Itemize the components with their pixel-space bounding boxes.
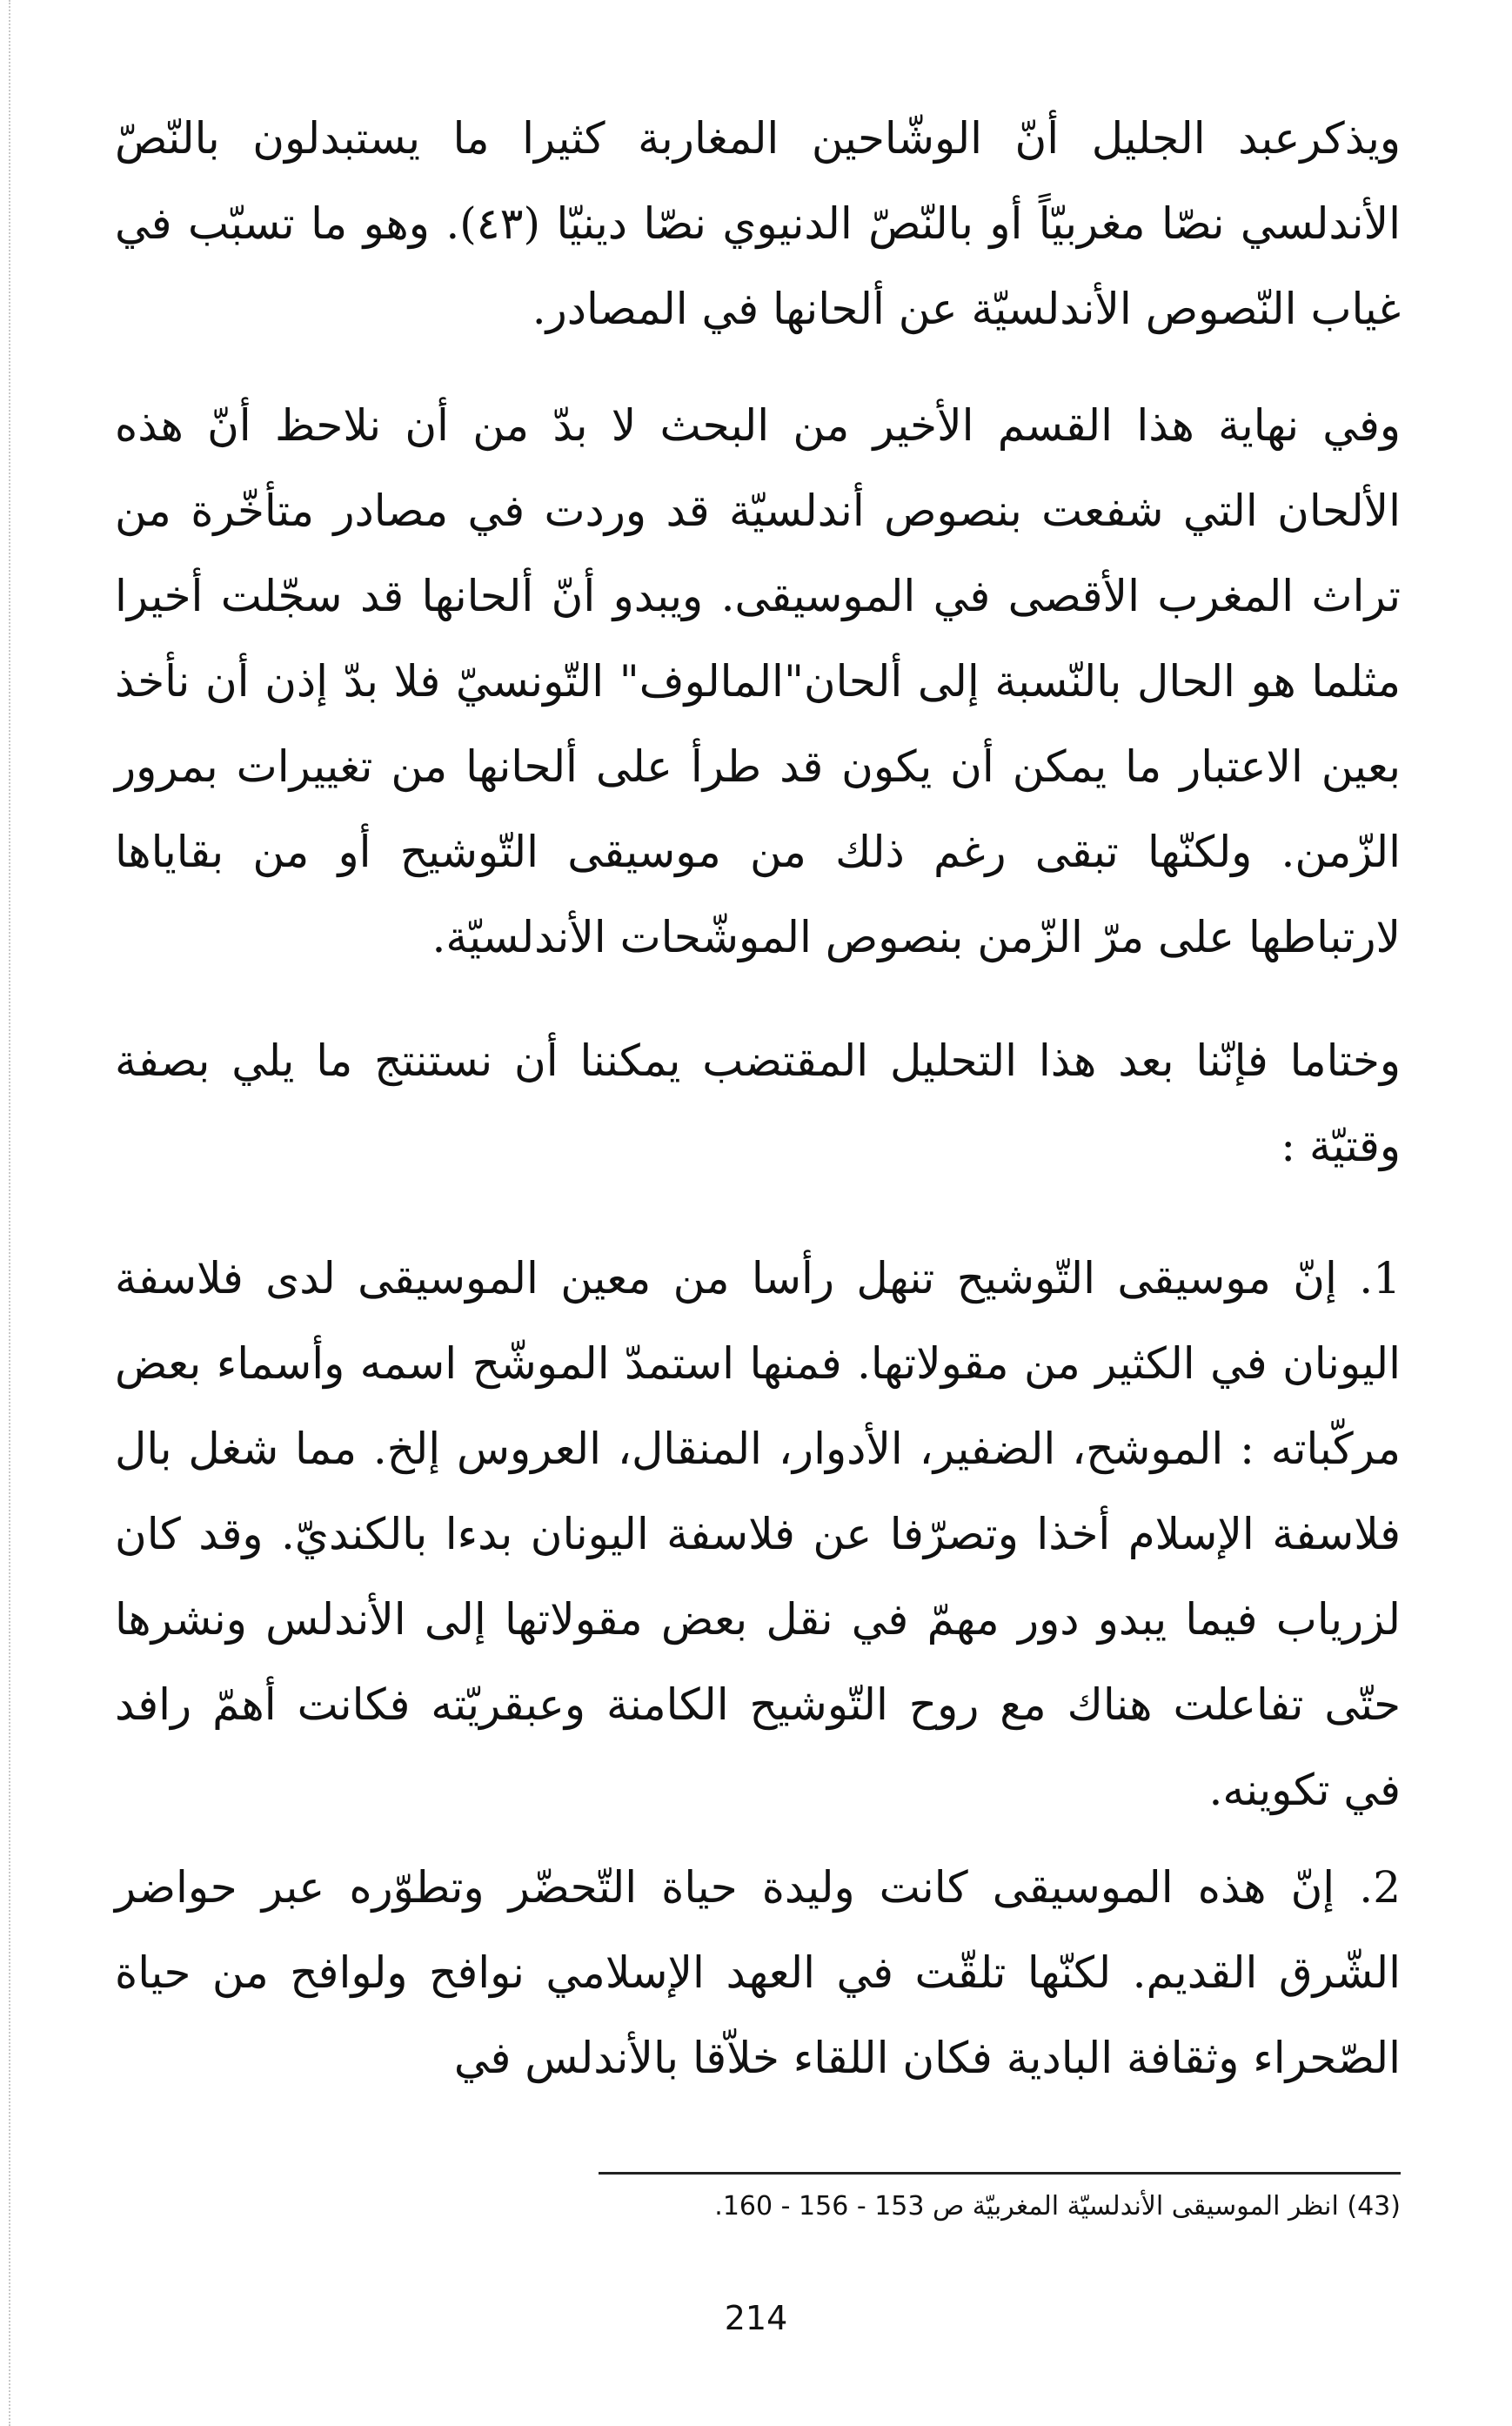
footnote-divider [599,2172,1401,2175]
paragraph-1: ويذكرعبد الجليل أنّ الوشّاحين المغاربة كثيرا ما يستبدلون بالنّصّ الأندلسي نصّا مغربيّاً أو بالنّصّ الدنيوي نصّا دينيّا (٤٣). وهو ما تسبّب في غياب النّصوص الأندلسيّة عن ألحانها في المصادر. [115,113,1401,334]
footnote: (43) انظر الموسيقى الأندلسيّة المغربيّة ص 153 - 156 - 160. [714,2191,1401,2222]
paragraph-5-point-2: 2. إنّ هذه الموسيقى كانت وليدة حياة التّحضّر وتطوّره عبر حواضر الشّرق القديم. لكنّها تلقّت في العهد الإسلامي نوافح ولوافح من حياة الصّحراء وثقافة البادية فكان اللقاء خلاّقا بالأندلس في [115,1862,1401,2083]
page-number: 214 [724,2299,788,2337]
paragraph-3: وختاما فإنّنا بعد هذا التحليل المقتضب يمكننا أن نستنتج ما يلي بصفة وقتيّة : [115,1035,1401,1171]
scan-edge-marks [9,0,10,2426]
paragraph-2: وفي نهاية هذا القسم الأخير من البحث لا بدّ من أن نلاحظ أنّ هذه الألحان التي شفعت بنصوص أندلسيّة قد وردت في مصادر متأخّرة من تراث المغرب الأقصى في الموسيقى. ويبدو أنّ ألحانها قد سجّلت أخيرا مثلما هو الحال بالنّسبة إلى ألحان"المالوف" التّونسيّ فلا بدّ إذن أن نأخذ بعين الاعتبار ما يمكن أن يكون قد طرأ على ألحانها من تغييرات بمرور الزّمن. ولكنّها تبقى رغم ذلك من موسيقى التّوشيح أو من بقاياها لارتباطها على مرّ الزّمن بنصوص الموشّحات الأندلسيّة. [115,400,1401,962]
paragraph-4-point-1: 1. إنّ موسيقى التّوشيح تنهل رأسا من معين الموسيقى لدى فلاسفة اليونان في الكثير من مقولاتها. فمنها استمدّ الموشّح اسمه وأسماء بعض مركّباته : الموشح، الضفير، الأدوار، المنقال، العروس إلخ. مما شغل بال فلاسفة الإسلام أخذا وتصرّفا عن فلاسفة اليونان بدءا بالكنديّ. وقد كان لزرياب فيما يبدو دور مهمّ في نقل بعض مقولاتها إلى الأندلس ونشرها حتّى تفاعلت هناك مع روح التّوشيح الكامنة وعبقريّته فكانت أهمّ رافد في تكوينه. [115,1253,1401,1815]
